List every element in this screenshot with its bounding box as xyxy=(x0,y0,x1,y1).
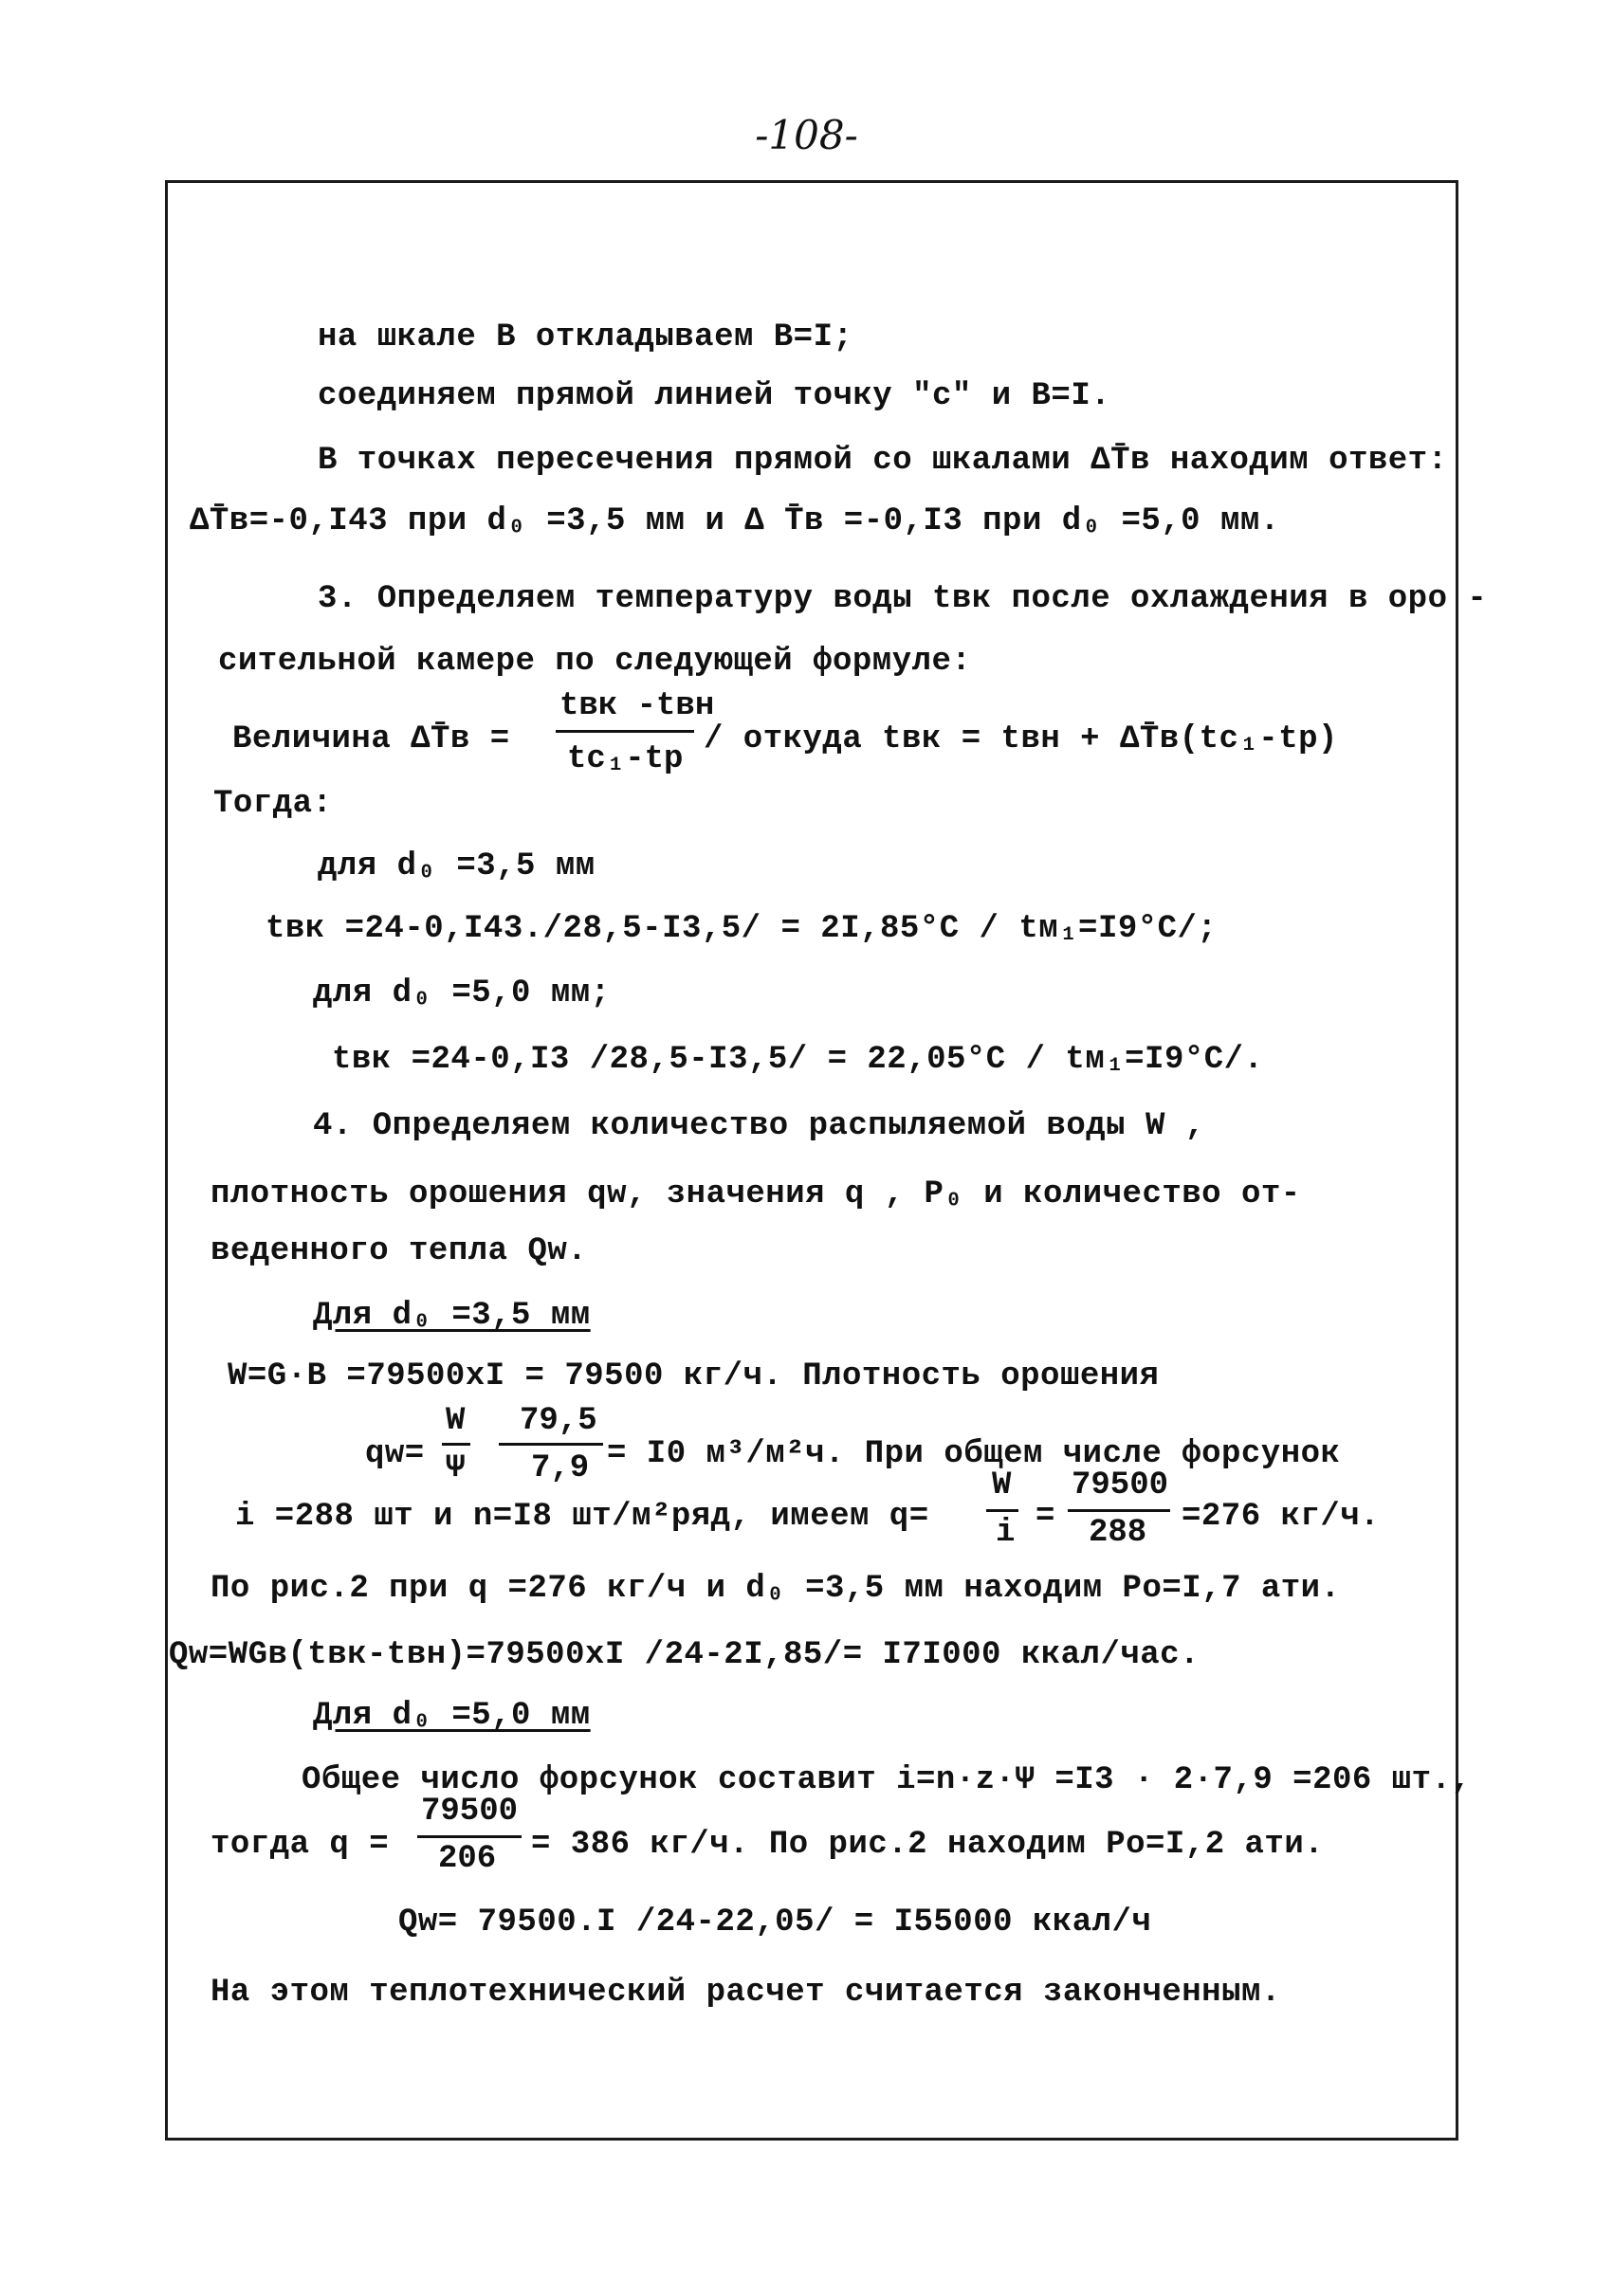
formula-rest: = I0 м³/м²ч. При общем числе форсунок xyxy=(607,1436,1341,1472)
text-line: Общее число форсунок составит i=n·z·Ψ =I3 · 2·7,9 =206 шт., xyxy=(302,1762,1472,1798)
formula-rest: / откуда tвк = tвн + ΔT̄в(tс₁-tр) xyxy=(704,721,1338,757)
section-heading: Для d₀ =3,5 мм xyxy=(313,1298,591,1334)
fraction-numerator: tвк -tвн xyxy=(559,688,715,724)
formula-rest: = 386 кг/ч. По рис.2 находим Po=I,2 ати. xyxy=(531,1827,1325,1863)
formula-label: тогда q = xyxy=(211,1827,390,1863)
section-heading: Для d₀ =5,0 мм xyxy=(313,1698,591,1734)
fraction-bar xyxy=(417,1835,522,1838)
fraction-numerator: 79,5 xyxy=(520,1403,597,1439)
fraction-denominator: Ψ xyxy=(446,1450,466,1486)
text-line: Qw= 79500.I /24-22,05/ = I55000 ккал/ч xyxy=(398,1904,1152,1941)
text-line: На этом теплотехнический расчет считается законченным. xyxy=(211,1975,1281,2011)
fraction-denominator: 7,9 xyxy=(531,1450,590,1486)
text-line: плотность орошения qw, значения q , P₀ и количество от- xyxy=(211,1176,1301,1212)
fraction-bar xyxy=(442,1443,470,1446)
formula-label: i =288 шт и n=I8 шт/м²ряд, имеем q= xyxy=(235,1499,929,1535)
text-line: Qw=WGв(tвк-tвн)=79500хI /24-2I,85/= I7I000 ккал/час. xyxy=(169,1637,1200,1673)
text-line: 3. Определяем температуру воды tвк после охлаждения в оро - xyxy=(318,581,1488,617)
text-line: W=G·B =79500хI = 79500 кг/ч. Плотность орошения xyxy=(228,1358,1160,1394)
text-line: По рис.2 при q =276 кг/ч и d₀ =3,5 мм находим Po=I,7 ати. xyxy=(211,1571,1341,1607)
fraction-denominator: tс₁-tр xyxy=(567,741,684,777)
text-line: для d₀ =5,0 мм; xyxy=(313,975,611,1011)
text-line: tвк =24-0,I3 /28,5-I3,5/ = 22,05°С / tм₁=I9°С/. xyxy=(332,1042,1264,1078)
formula-rest: =276 кг/ч. xyxy=(1182,1499,1381,1535)
fraction-denominator: 288 xyxy=(1089,1515,1147,1551)
text-line: для d₀ =3,5 мм xyxy=(318,848,596,884)
text-line: 4. Определяем количество распыляемой воды W , xyxy=(313,1108,1205,1144)
formula-eq: = xyxy=(1036,1499,1055,1535)
fraction-bar xyxy=(1068,1509,1170,1512)
formula-label: qw= xyxy=(365,1436,425,1472)
text-line: соединяем прямой линией точку "с" и В=I. xyxy=(318,378,1111,414)
fraction-numerator: 79500 xyxy=(1072,1467,1169,1503)
fraction-bar xyxy=(986,1509,1018,1512)
text-line: веденного тепла Qw. xyxy=(211,1233,588,1269)
fraction-bar xyxy=(556,730,694,733)
fraction-denominator: i xyxy=(996,1515,1016,1551)
text-line: сительной камере по следующей формуле: xyxy=(218,644,972,680)
fraction-bar xyxy=(499,1443,603,1446)
text-line: Тогда: xyxy=(213,786,333,822)
fraction-numerator: 79500 xyxy=(421,1794,519,1830)
text-line: на шкале В откладываем В=I; xyxy=(318,319,853,355)
page-number: -108- xyxy=(755,112,858,158)
text-line: В точках пересечения прямой со шкалами ΔT̄в находим ответ: xyxy=(318,443,1448,479)
fraction-numerator: W xyxy=(992,1467,1012,1503)
fraction-numerator: W xyxy=(446,1403,466,1439)
fraction-denominator: 206 xyxy=(438,1841,497,1877)
text-line: tвк =24-0,I43./28,5-I3,5/ = 2I,85°С / tм₁=I9°С/; xyxy=(266,911,1218,947)
text-line: ΔT̄в=-0,I43 при d₀ =3,5 мм и Δ T̄в =-0,I3 при d₀ =5,0 мм. xyxy=(190,503,1280,539)
formula-label: Величина ΔT̄в = xyxy=(232,721,510,757)
